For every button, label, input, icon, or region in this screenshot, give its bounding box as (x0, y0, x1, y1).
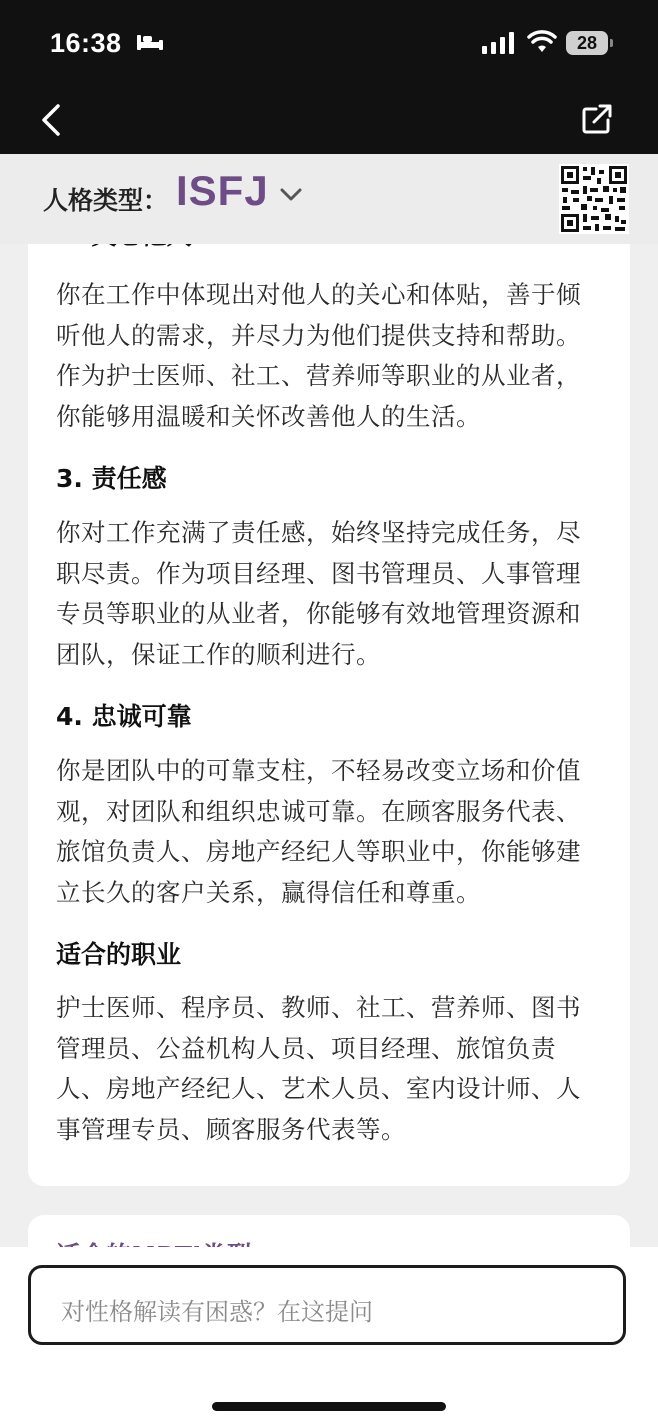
status-bar (0, 0, 658, 88)
question-input[interactable] (28, 1265, 626, 1345)
paragraph-responsibility: 你对工作充满了责任感，始终坚持完成任务，尽职尽责。作为项目经理、图书管理员、人事管理专员等职业的从业者，你能够有效地管理资源和团队，保证工作的顺利进行。 (56, 518, 581, 669)
question-input-placeholder: 对性格解读有困惑？在这提问 (61, 1298, 373, 1326)
signal-icon (482, 32, 516, 54)
section-heading-loyalty: 4. 忠诚可靠 (56, 702, 192, 731)
section-heading-responsibility: 3. 责任感 (56, 464, 167, 493)
paragraph-careers: 护士医师、程序员、教师、社工、营养师、图书管理员、公益机构人员、项目经理、旅馆负责人、房地产经纪人、艺术人员、室内设计师、人事管理专员、顾客服务代表等。 (56, 993, 581, 1144)
battery-nub (610, 39, 613, 47)
battery-indicator: 28 (566, 31, 608, 55)
status-time: 16:38 (50, 28, 122, 58)
bed-icon (136, 32, 164, 52)
type-label: 人格类型： (43, 186, 169, 215)
nav-bar (0, 88, 658, 154)
share-icon[interactable] (580, 100, 614, 136)
wifi-icon (527, 30, 557, 54)
type-selector[interactable]: ISFJ (176, 167, 269, 214)
home-indicator[interactable] (212, 1402, 446, 1411)
section-heading-careers: 适合的职业 (56, 940, 182, 969)
paragraph-care: 你在工作中体现出对他人的关心和体贴，善于倾听他人的需求，并尽力为他们提供支持和帮助。作为护士医师、社工、营养师等职业的从业者，你能够用温暖和关怀改善他人的生活。 (56, 280, 581, 431)
chevron-down-icon[interactable] (280, 188, 302, 202)
qr-code (559, 164, 629, 234)
back-icon[interactable] (38, 102, 66, 138)
paragraph-loyalty: 你是团队中的可靠支柱，不轻易改变立场和价值观，对团队和组织忠诚可靠。在顾客服务代表、旅馆负责人、房地产经纪人等职业中，你能够建立长久的客户关系，赢得信任和尊重。 (56, 756, 581, 907)
